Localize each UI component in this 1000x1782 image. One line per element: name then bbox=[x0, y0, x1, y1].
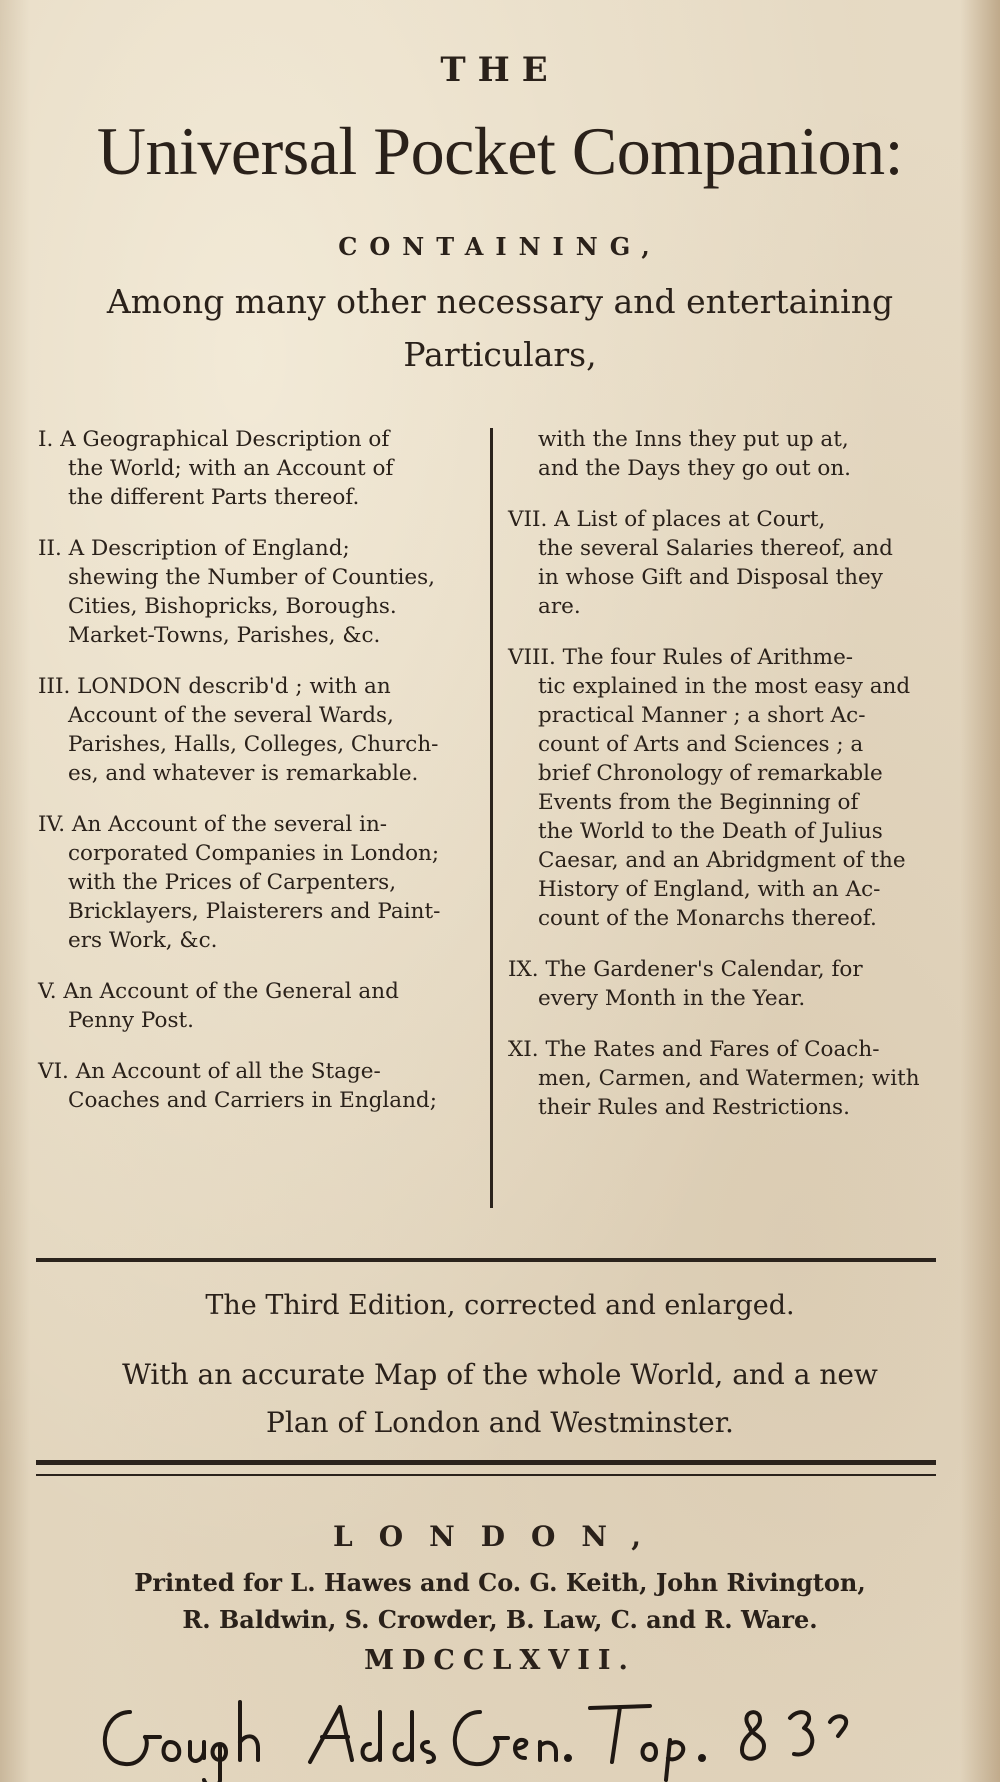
contents-line: brief Chronology of remarkable bbox=[538, 761, 883, 786]
horizontal-rule bbox=[36, 1258, 936, 1262]
double-rule-top bbox=[36, 1460, 936, 1465]
contents-line: with the Inns they put up at, bbox=[538, 427, 849, 452]
contents-line: count of Arts and Sciences ; a bbox=[538, 732, 864, 757]
contents-line: tic explained in the most easy and bbox=[538, 674, 911, 699]
imprint-place: LONDON, bbox=[333, 1520, 667, 1553]
contents-line: V. An Account of the General and bbox=[38, 979, 399, 1004]
contents-line: are. bbox=[538, 594, 581, 619]
book-title: Universal Pocket Companion: bbox=[96, 113, 904, 189]
contents-line: XI. The Rates and Fares of Coach- bbox=[508, 1037, 880, 1062]
contents-line: and the Days they go out on. bbox=[538, 456, 851, 481]
contents-right-item bbox=[508, 425, 960, 483]
contents-line: their Rules and Restrictions. bbox=[538, 1095, 850, 1120]
handwritten-shelfmark bbox=[90, 1682, 970, 1782]
article-heading: THE bbox=[440, 50, 560, 90]
contents-line: the World to the Death of Julius bbox=[538, 819, 883, 844]
contents-line: ers Work, &c. bbox=[68, 928, 218, 953]
contents-line: I. A Geographical Description of bbox=[38, 427, 390, 452]
contents-line: VI. An Account of all the Stage- bbox=[38, 1059, 381, 1084]
map-statement-line-1: With an accurate Map of the whole World, and a new bbox=[122, 1358, 878, 1391]
contents-left-item bbox=[38, 534, 478, 650]
contents-right-column bbox=[508, 425, 960, 1144]
contents-line: Bricklayers, Plaisterers and Paint- bbox=[68, 899, 441, 924]
contents-line: III. LONDON describ'd ; with an bbox=[38, 674, 391, 699]
contents-line: Cities, Bishopricks, Boroughs. bbox=[68, 594, 397, 619]
column-divider bbox=[490, 428, 493, 1208]
contents-line: es, and whatever is remarkable. bbox=[68, 761, 419, 786]
contents-line: men, Carmen, and Watermen; with bbox=[538, 1066, 920, 1091]
contents-right-item bbox=[508, 1035, 960, 1122]
contents-line: shewing the Number of Counties, bbox=[68, 565, 435, 590]
contents-line: VIII. The four Rules of Arithme- bbox=[508, 645, 854, 670]
contents-line: Market-Towns, Parishes, &c. bbox=[68, 623, 381, 648]
subtitle-line-2: Particulars, bbox=[403, 335, 597, 374]
contents-line: Events from the Beginning of bbox=[538, 790, 859, 815]
contents-line: Caesar, and an Abridgment of the bbox=[538, 848, 906, 873]
double-rule-bottom bbox=[36, 1474, 936, 1476]
contents-line: Coaches and Carriers in England; bbox=[68, 1088, 437, 1113]
contents-line: IX. The Gardener's Calendar, for bbox=[508, 957, 863, 982]
contents-line: Penny Post. bbox=[68, 1008, 194, 1033]
printers-line-1: Printed for L. Hawes and Co. G. Keith, John Rivington, bbox=[134, 1568, 866, 1597]
printers-line-2: R. Baldwin, S. Crowder, B. Law, C. and R. Ware. bbox=[182, 1605, 818, 1634]
contents-line: VII. A List of places at Court, bbox=[508, 507, 826, 532]
edition-statement: The Third Edition, corrected and enlarged. bbox=[205, 1290, 795, 1321]
contents-line: the several Salaries thereof, and bbox=[538, 536, 893, 561]
contents-left-item bbox=[38, 425, 478, 512]
contents-line: with the Prices of Carpenters, bbox=[68, 870, 397, 895]
contents-line: the different Parts thereof. bbox=[68, 485, 360, 510]
contents-right-item bbox=[508, 955, 960, 1013]
contents-line: every Month in the Year. bbox=[538, 986, 806, 1011]
contents-left-item bbox=[38, 810, 478, 955]
imprint-date: MDCCLXVII. bbox=[364, 1645, 636, 1676]
contents-line: count of the Monarchs thereof. bbox=[538, 906, 877, 931]
contents-line: II. A Description of England; bbox=[38, 536, 350, 561]
contents-line: corporated Companies in London; bbox=[68, 841, 440, 866]
contents-left-item bbox=[38, 672, 478, 788]
contents-line: History of England, with an Ac- bbox=[538, 877, 881, 902]
containing-heading: CONTAINING, bbox=[338, 232, 662, 261]
contents-line: IV. An Account of the several in- bbox=[38, 812, 388, 837]
contents-line: in whose Gift and Disposal they bbox=[538, 565, 883, 590]
contents-line: Parishes, Halls, Colleges, Church- bbox=[68, 732, 439, 757]
contents-left-column bbox=[38, 425, 478, 1137]
contents-line: the World; with an Account of bbox=[68, 456, 394, 481]
contents-right-item bbox=[508, 643, 960, 933]
map-statement-line-2: Plan of London and Westminster. bbox=[266, 1406, 734, 1439]
contents-line: Account of the several Wards, bbox=[68, 703, 394, 728]
contents-line: practical Manner ; a short Ac- bbox=[538, 703, 866, 728]
contents-right-item bbox=[508, 505, 960, 621]
contents-left-item bbox=[38, 1057, 478, 1115]
subtitle-line-1: Among many other necessary and entertaining bbox=[106, 282, 894, 321]
contents-left-item bbox=[38, 977, 478, 1035]
